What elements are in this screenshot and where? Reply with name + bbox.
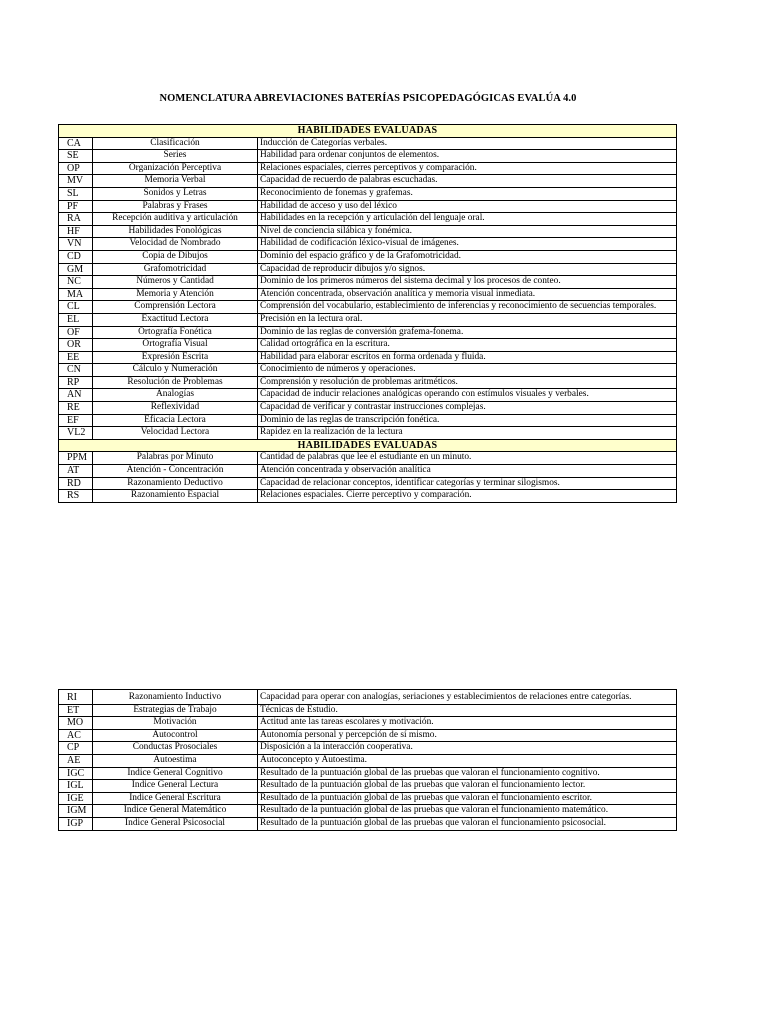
table-row	[59, 817, 677, 830]
description-cell: Resultado de la puntuación global de las pruebas que valoran el funcionamiento lector.	[258, 780, 677, 793]
table-row	[59, 301, 677, 314]
skill-name-cell: Índice General Psicosocial	[93, 817, 258, 830]
abbreviation-cell: OF	[59, 326, 93, 339]
description-cell: Comprensión y resolución de problemas aritméticos.	[258, 376, 677, 389]
skill-name-cell: Exactitud Lectora	[93, 313, 258, 326]
skill-name-cell: Reflexividad	[93, 402, 258, 415]
skill-name-cell: Comprensión Lectora	[93, 301, 258, 314]
description-cell: Reconocimiento de fonemas y grafemas.	[258, 187, 677, 200]
skill-name-cell: Estrategias de Trabajo	[93, 704, 258, 717]
abbreviation-cell: SE	[59, 150, 93, 163]
abbreviations-table-1	[58, 124, 677, 503]
description-cell: Habilidad para ordenar conjuntos de elementos.	[258, 150, 677, 163]
skill-name-cell: Números y Cantidad	[93, 276, 258, 289]
section-header-row	[59, 125, 677, 138]
table-row	[59, 213, 677, 226]
table-row	[59, 389, 677, 402]
skill-name-cell: Autoestima	[93, 754, 258, 767]
abbreviation-cell: GM	[59, 263, 93, 276]
description-cell: Técnicas de Estudio.	[258, 704, 677, 717]
abbreviation-cell: AE	[59, 754, 93, 767]
skill-name-cell: Analogías	[93, 389, 258, 402]
skill-name-cell: Razonamiento Deductivo	[93, 477, 258, 490]
abbreviation-cell: AT	[59, 465, 93, 478]
table-row	[59, 452, 677, 465]
table-row	[59, 162, 677, 175]
abbreviation-cell: CD	[59, 250, 93, 263]
description-cell: Atención concentrada, observación analítica y memoria visual inmediata.	[258, 288, 677, 301]
description-cell: Habilidad para elaborar escritos en forma ordenada y fluida.	[258, 351, 677, 364]
skill-name-cell: Motivación	[93, 717, 258, 730]
table-row	[59, 187, 677, 200]
table-row	[59, 276, 677, 289]
abbreviation-cell: AC	[59, 729, 93, 742]
skill-name-cell: Palabras y Frases	[93, 200, 258, 213]
description-cell: Capacidad de verificar y contrastar instrucciones complejas.	[258, 402, 677, 415]
description-cell: Capacidad de recuerdo de palabras escuchadas.	[258, 175, 677, 188]
table-row	[59, 339, 677, 352]
abbreviation-cell: MA	[59, 288, 93, 301]
abbreviation-cell: HF	[59, 225, 93, 238]
skill-name-cell: Cálculo y Numeración	[93, 364, 258, 377]
skill-name-cell: Copia de Dibujos	[93, 250, 258, 263]
skill-name-cell: Recepción auditiva y articulación	[93, 213, 258, 226]
description-cell: Resultado de la puntuación global de las pruebas que valoran el funcionamiento matemático.	[258, 805, 677, 818]
skill-name-cell: Organización Perceptiva	[93, 162, 258, 175]
description-cell: Dominio de los primeros números del sistema decimal y los procesos de conteo.	[258, 276, 677, 289]
description-cell: Atención concentrada y observación analítica	[258, 465, 677, 478]
abbreviation-cell: RD	[59, 477, 93, 490]
description-cell: Dominio de las reglas de transcripción fonética.	[258, 414, 677, 427]
table-row	[59, 351, 677, 364]
abbreviation-cell: IGP	[59, 817, 93, 830]
description-cell: Comprensión del vocabulario, establecimiento de inferencias y reconocimiento de secuencias temporales.	[258, 301, 677, 314]
description-cell: Inducción de Categorías verbales.	[258, 137, 677, 150]
abbreviation-cell: RA	[59, 213, 93, 226]
description-cell: Resultado de la puntuación global de las pruebas que valoran el funcionamiento psicosocial.	[258, 817, 677, 830]
skill-name-cell: Memoria Verbal	[93, 175, 258, 188]
table-row	[59, 376, 677, 389]
table-row	[59, 729, 677, 742]
skill-name-cell: Ortografía Visual	[93, 339, 258, 352]
table-row	[59, 313, 677, 326]
section-header-row	[59, 439, 677, 452]
description-cell: Capacidad de inducir relaciones analógicas operando con estímulos visuales y verbales.	[258, 389, 677, 402]
skill-name-cell: Índice General Lectura	[93, 780, 258, 793]
table-row	[59, 690, 677, 705]
skill-name-cell: Eficacia Lectora	[93, 414, 258, 427]
description-cell: Relaciones espaciales, cierres perceptivos y comparación.	[258, 162, 677, 175]
abbreviation-cell: CN	[59, 364, 93, 377]
description-cell: Dominio del espacio gráfico y de la Grafomotricidad.	[258, 250, 677, 263]
table-row	[59, 225, 677, 238]
abbreviations-table-2	[58, 689, 677, 831]
table-row	[59, 465, 677, 478]
description-cell: Calidad ortográfica en la escritura.	[258, 339, 677, 352]
abbreviation-cell: MO	[59, 717, 93, 730]
abbreviation-cell: PPM	[59, 452, 93, 465]
description-cell: Precisión en la lectura oral.	[258, 313, 677, 326]
abbreviation-cell: RE	[59, 402, 93, 415]
description-cell: Habilidad de codificación léxico-visual de imágenes.	[258, 238, 677, 251]
skill-name-cell: Sonidos y Letras	[93, 187, 258, 200]
table-row	[59, 288, 677, 301]
description-cell: Capacidad de relacionar conceptos, identificar categorías y terminar silogismos.	[258, 477, 677, 490]
skill-name-cell: Índice General Matemático	[93, 805, 258, 818]
table-row	[59, 742, 677, 755]
table-row	[59, 477, 677, 490]
abbreviation-cell: VL2	[59, 427, 93, 440]
abbreviation-cell: EL	[59, 313, 93, 326]
description-cell: Rapidez en la realización de la lectura	[258, 427, 677, 440]
table-row	[59, 414, 677, 427]
description-cell: Cantidad de palabras que lee el estudiante en un minuto.	[258, 452, 677, 465]
table-row	[59, 200, 677, 213]
table-row	[59, 780, 677, 793]
skill-name-cell: Autocontrol	[93, 729, 258, 742]
abbreviation-cell: OR	[59, 339, 93, 352]
description-cell: Autonomía personal y percepción de sí mismo.	[258, 729, 677, 742]
abbreviation-cell: CL	[59, 301, 93, 314]
table-row	[59, 137, 677, 150]
description-cell: Habilidades en la recepción y articulación del lenguaje oral.	[258, 213, 677, 226]
description-cell: Relaciones espaciales. Cierre perceptivo y comparación.	[258, 490, 677, 503]
table-row	[59, 364, 677, 377]
table-row	[59, 263, 677, 276]
abbreviation-cell: IGE	[59, 792, 93, 805]
skill-name-cell: Ortografía Fonética	[93, 326, 258, 339]
table-row	[59, 754, 677, 767]
description-cell: Habilidad de acceso y uso del léxico	[258, 200, 677, 213]
description-cell: Conocimiento de números y operaciones.	[258, 364, 677, 377]
abbreviation-cell: IGM	[59, 805, 93, 818]
skill-name-cell: Clasificación	[93, 137, 258, 150]
abbreviation-cell: EF	[59, 414, 93, 427]
skill-name-cell: Índice General Cognitivo	[93, 767, 258, 780]
skill-name-cell: Velocidad de Nombrado	[93, 238, 258, 251]
description-cell: Actitud ante las tareas escolares y motivación.	[258, 717, 677, 730]
skill-name-cell: Habilidades Fonológicas	[93, 225, 258, 238]
skill-name-cell: Expresión Escrita	[93, 351, 258, 364]
description-cell: Resultado de la puntuación global de las pruebas que valoran el funcionamiento cognitivo.	[258, 767, 677, 780]
abbreviation-cell: EE	[59, 351, 93, 364]
abbreviation-cell: IGC	[59, 767, 93, 780]
description-cell: Dominio de las reglas de conversión grafema-fonema.	[258, 326, 677, 339]
table-row	[59, 767, 677, 780]
abbreviation-cell: CA	[59, 137, 93, 150]
table-row	[59, 427, 677, 440]
abbreviation-cell: RI	[59, 690, 93, 705]
description-cell: Resultado de la puntuación global de las pruebas que valoran el funcionamiento escritor.	[258, 792, 677, 805]
abbreviation-cell: SL	[59, 187, 93, 200]
table-row	[59, 792, 677, 805]
table-row	[59, 250, 677, 263]
description-cell: Capacidad de reproducir dibujos y/o signos.	[258, 263, 677, 276]
abbreviation-cell: PF	[59, 200, 93, 213]
abbreviation-cell: VN	[59, 238, 93, 251]
abbreviation-cell: NC	[59, 276, 93, 289]
table-row	[59, 326, 677, 339]
abbreviation-cell: RP	[59, 376, 93, 389]
skill-name-cell: Atención - Concentración	[93, 465, 258, 478]
abbreviation-cell: AN	[59, 389, 93, 402]
abbreviation-cell: RS	[59, 490, 93, 503]
abbreviation-cell: IGL	[59, 780, 93, 793]
table-row	[59, 175, 677, 188]
skill-name-cell: Razonamiento Espacial	[93, 490, 258, 503]
description-cell: Capacidad para operar con analogías, seriaciones y establecimientos de relaciones entre categorías.	[258, 690, 677, 705]
description-cell: Disposición a la interacción cooperativa.	[258, 742, 677, 755]
section-header: HABILIDADES EVALUADAS	[59, 125, 677, 138]
table-row	[59, 402, 677, 415]
table-row	[59, 805, 677, 818]
skill-name-cell: Resolución de Problemas	[93, 376, 258, 389]
abbreviation-cell: MV	[59, 175, 93, 188]
skill-name-cell: Grafomotricidad	[93, 263, 258, 276]
table-row	[59, 704, 677, 717]
skill-name-cell: Razonamiento Inductivo	[93, 690, 258, 705]
table-row	[59, 490, 677, 503]
skill-name-cell: Velocidad Lectora	[93, 427, 258, 440]
skill-name-cell: Conductas Prosociales	[93, 742, 258, 755]
description-cell: Nivel de conciencia silábica y fonémica.	[258, 225, 677, 238]
skill-name-cell: Memoria y Atención	[93, 288, 258, 301]
abbreviation-cell: CP	[59, 742, 93, 755]
skill-name-cell: Series	[93, 150, 258, 163]
table-row	[59, 717, 677, 730]
table-row	[59, 150, 677, 163]
skill-name-cell: Índice General Escritura	[93, 792, 258, 805]
abbreviation-cell: OP	[59, 162, 93, 175]
section-header: HABILIDADES EVALUADAS	[59, 439, 677, 452]
skill-name-cell: Palabras por Minuto	[93, 452, 258, 465]
document-title: NOMENCLATURA ABREVIACIONES BATERÍAS PSICOPEDAGÓGICAS EVALÚA 4.0	[159, 93, 577, 104]
description-cell: Autoconcepto y Autoestima.	[258, 754, 677, 767]
abbreviation-cell: ET	[59, 704, 93, 717]
table-row	[59, 238, 677, 251]
